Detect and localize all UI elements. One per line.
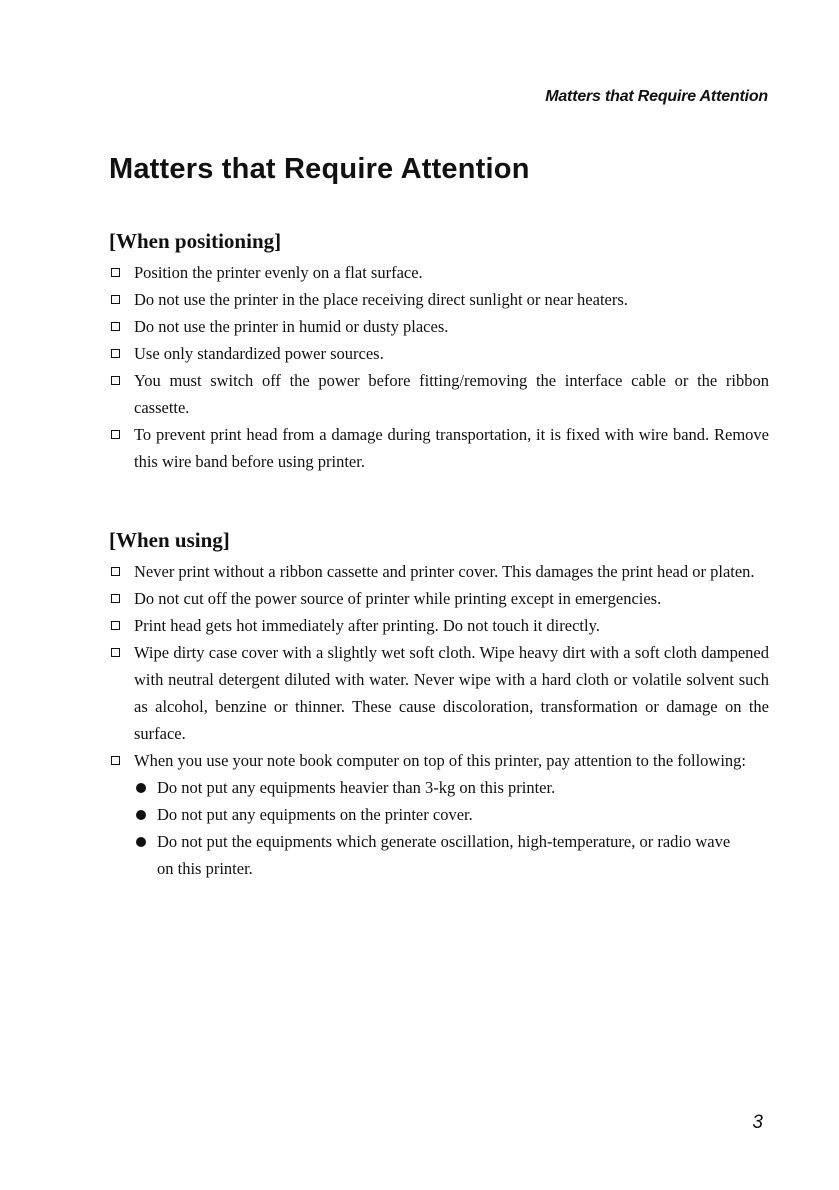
list-item-text: Use only standardized power sources. bbox=[134, 344, 384, 363]
list-item bbox=[109, 558, 769, 585]
bullet-item-text: Do not put the equipments which generate oscillation, high-temperature, or radio wave on this printer. bbox=[157, 832, 731, 878]
list-item bbox=[109, 639, 769, 747]
bullet-dot-icon bbox=[136, 837, 146, 847]
list-item-text: Do not cut off the power source of printer while printing except in emergencies. bbox=[134, 589, 662, 608]
list-item-text: Do not use the printer in humid or dusty places. bbox=[134, 317, 449, 336]
section-heading: [When using] bbox=[109, 528, 230, 552]
checkbox-square-icon bbox=[111, 756, 120, 765]
list-item bbox=[109, 367, 769, 421]
list-item bbox=[109, 747, 769, 774]
checkbox-square-icon bbox=[111, 430, 120, 439]
section-using bbox=[109, 526, 769, 882]
checkbox-square-icon bbox=[111, 567, 120, 576]
list-item-text: You must switch off the power before fitting/removing the interface cable or the ribbon cassette. bbox=[134, 371, 769, 417]
bullet-item-text: Do not put any equipments on the printer cover. bbox=[157, 805, 473, 824]
bullet-dot-icon bbox=[136, 810, 146, 820]
page-number: 3 bbox=[752, 1112, 763, 1133]
page-title: Matters that Require Attention bbox=[109, 153, 530, 185]
checkbox-square-icon bbox=[111, 295, 120, 304]
list-item-text: To prevent print head from a damage during transportation, it is fixed with wire band. Remove this wire band before using printer. bbox=[134, 425, 769, 471]
running-header: Matters that Require Attention bbox=[545, 88, 768, 105]
checkbox-square-icon bbox=[111, 322, 120, 331]
checkbox-square-icon bbox=[111, 594, 120, 603]
section-heading: [When positioning] bbox=[109, 229, 282, 253]
checkbox-square-icon bbox=[111, 268, 120, 277]
bullet-dot-icon bbox=[136, 783, 146, 793]
list-item bbox=[109, 286, 769, 313]
list-item-text: Position the printer evenly on a flat surface. bbox=[134, 263, 423, 282]
checkbox-square-icon bbox=[111, 621, 120, 630]
list-item bbox=[109, 340, 769, 367]
list-item-text: Never print without a ribbon cassette and printer cover. This damages the print head or platen. bbox=[134, 562, 755, 581]
bullet-item bbox=[109, 774, 769, 801]
list-item bbox=[109, 585, 769, 612]
checkbox-square-icon bbox=[111, 376, 120, 385]
bullet-item bbox=[109, 801, 769, 828]
list-item-text: Print head gets hot immediately after printing. Do not touch it directly. bbox=[134, 616, 600, 635]
checkbox-square-icon bbox=[111, 349, 120, 358]
list-item bbox=[109, 259, 769, 286]
list-item bbox=[109, 313, 769, 340]
checkbox-square-icon bbox=[111, 648, 120, 657]
list-item-text: Wipe dirty case cover with a slightly wet soft cloth. Wipe heavy dirt with a soft cloth dampened with neutral detergent diluted with water. Never wipe with a hard cloth or volatile solvent such as alcohol, benzine or thinner. These cause discoloration, transformation or damage on the surface. bbox=[134, 643, 769, 743]
section-positioning bbox=[109, 227, 769, 475]
bullet-item bbox=[109, 828, 769, 882]
list-item bbox=[109, 612, 769, 639]
list-item bbox=[109, 421, 769, 475]
list-item-text: When you use your note book computer on top of this printer, pay attention to the following: bbox=[134, 751, 747, 770]
list-item-text: Do not use the printer in the place receiving direct sunlight or near heaters. bbox=[134, 290, 628, 309]
bullet-item-text: Do not put any equipments heavier than 3-kg on this printer. bbox=[157, 778, 556, 797]
